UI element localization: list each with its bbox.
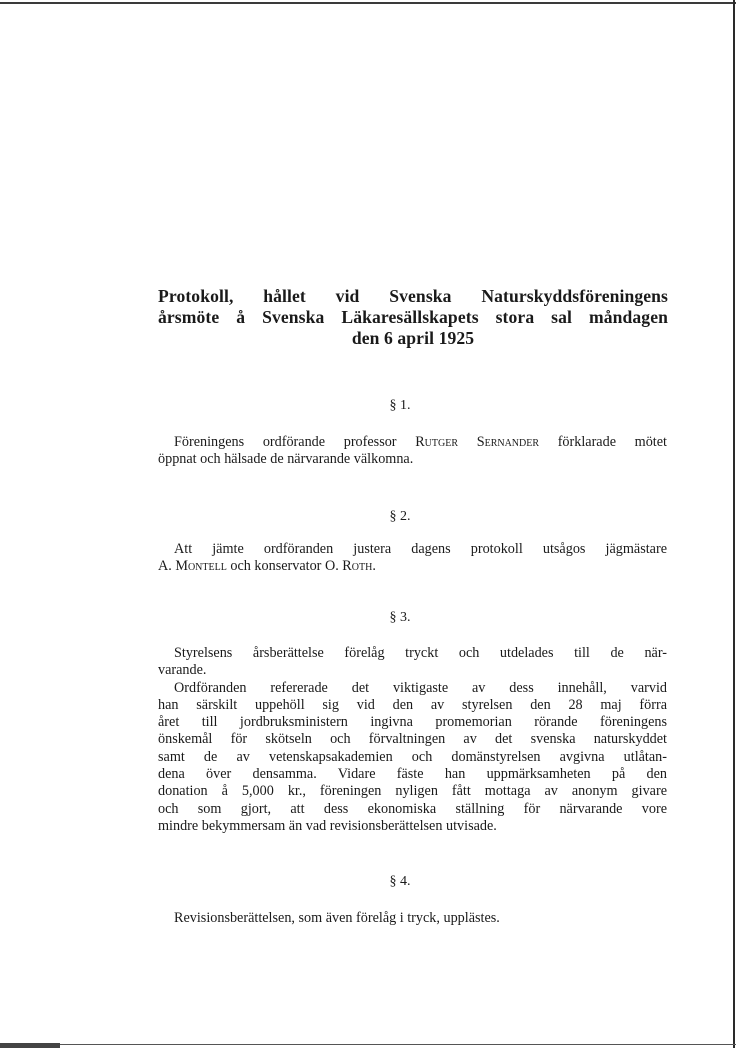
scan-bottom-edge	[0, 1044, 736, 1045]
paragraph-line	[158, 434, 667, 451]
section-1-heading: § 1.	[389, 398, 411, 413]
paragraph-line: året till jordbruksministern ingivna promemorian rörande föreningens	[158, 714, 667, 731]
paragraph-line: öppnat och hälsade de närvarande välkomna.	[158, 451, 414, 468]
paragraph-line: han särskilt uppehöll sig vid den av styrelsen den 28 maj förra	[158, 696, 667, 713]
section-1-paragraph	[158, 434, 667, 469]
scan-corner-mark	[0, 1043, 60, 1048]
section-4-heading: § 4.	[389, 874, 411, 889]
person-name: Roth	[342, 558, 373, 575]
text-span: A.	[158, 558, 176, 575]
text-span: Föreningens ordförande professor	[174, 434, 416, 450]
person-name: Montell	[175, 558, 227, 575]
section-2-heading: § 2.	[389, 509, 411, 524]
text-span: och konservator O.	[226, 558, 343, 575]
paragraph-line: Att jämte ordföranden justera dagens protokoll utsågos jägmästare	[174, 541, 667, 557]
paragraph-line: mindre bekymmersam än vad revisionsberättelsen utvisade.	[158, 817, 497, 834]
paragraph-line: donation å 5,000 kr., föreningen nyligen fått mottaga av anonym givare	[158, 783, 667, 800]
text-span: .	[372, 558, 376, 575]
paragraph-line: Ordföranden refererade det viktigaste av dess innehåll, varvid	[174, 679, 667, 696]
paragraph-line: och som gjort, att dess ekonomiska ställning för närvarande vore	[158, 800, 667, 817]
paragraph-line: varande.	[158, 662, 207, 679]
paragraph-line: dena över densamma. Vidare fäste han uppmärksamheten på den	[158, 766, 667, 783]
person-name: Rutger Sernander	[415, 434, 540, 450]
paragraph-line: önskemål för skötseln och förvaltningen av det svenska naturskyddet	[158, 731, 667, 748]
title-line-3: den 6 april 1925	[351, 328, 475, 348]
paragraph-line: Styrelsens årsberättelse förelåg tryckt och utdelades till de när-	[174, 645, 667, 661]
title-line-2: årsmöte å Svenska Läkaresällskapets stora sal måndagen	[158, 307, 668, 327]
document-title	[158, 286, 668, 349]
scan-top-edge	[0, 2, 736, 4]
section-4-paragraph	[158, 910, 667, 927]
paragraph-line: samt de av vetenskapsakademien och domänstyrelsen avgivna utlåtan-	[158, 748, 667, 765]
section-2-paragraph	[158, 541, 667, 576]
paragraph-line: Revisionsberättelsen, som även förelåg i tryck, upplästes.	[174, 910, 500, 926]
paragraph-line	[158, 558, 667, 575]
title-line-1: Protokoll, hållet vid Svenska Naturskyddsföreningens	[158, 286, 668, 306]
section-3-paragraph	[158, 645, 667, 835]
text-span: förklarade mötet	[539, 434, 667, 450]
section-3-heading: § 3.	[389, 610, 411, 625]
